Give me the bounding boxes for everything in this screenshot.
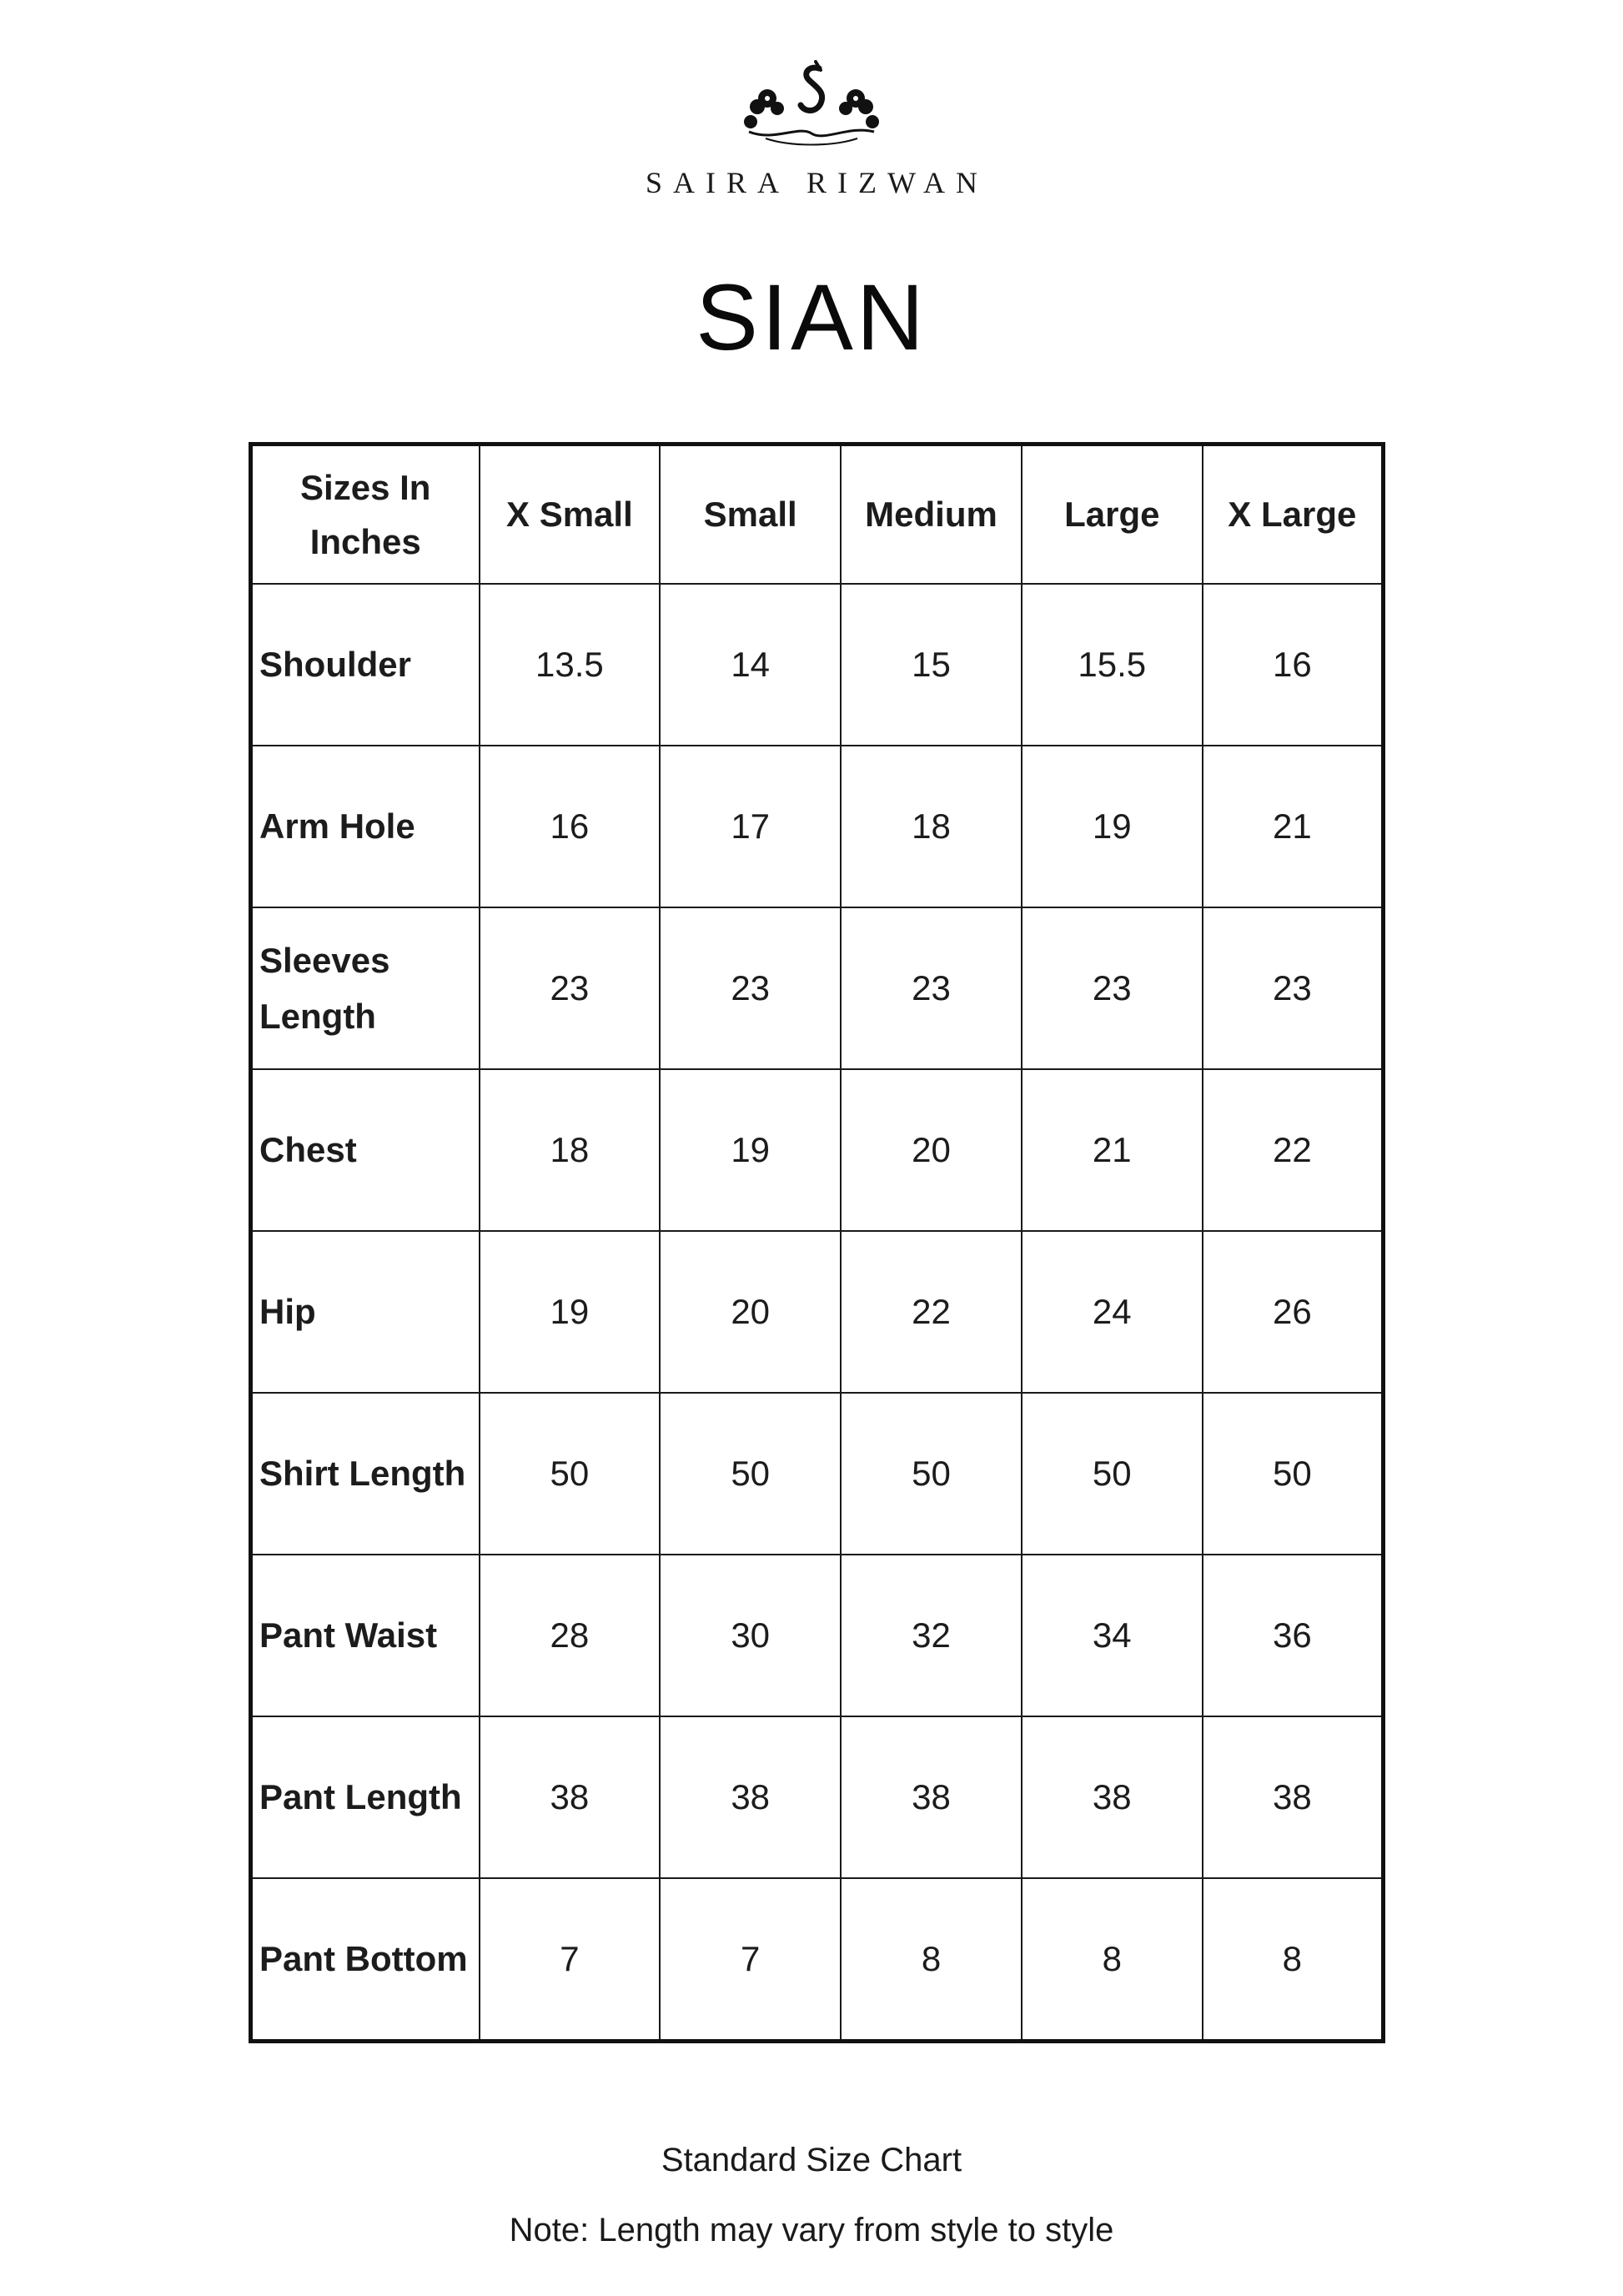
table-cell: 23: [660, 907, 841, 1069]
column-header: X Large: [1203, 445, 1384, 585]
table-cell: 15: [841, 584, 1022, 746]
table-row: [251, 1393, 1384, 1555]
table-cell: 17: [660, 746, 841, 907]
corner-header-line: Sizes In: [300, 467, 431, 507]
table-row: [251, 1069, 1384, 1231]
size-chart-table: [249, 442, 1385, 2043]
table-cell: 22: [1203, 1069, 1384, 1231]
table-cell: 50: [841, 1393, 1022, 1555]
column-header: Medium: [841, 445, 1022, 585]
column-header: Small: [660, 445, 841, 585]
table-cell: 36: [1203, 1555, 1384, 1716]
table-cell: 18: [841, 746, 1022, 907]
table-cell: 50: [1022, 1393, 1203, 1555]
table-cell: 28: [480, 1555, 661, 1716]
table-cell: 19: [1022, 746, 1203, 907]
table-cell: 38: [660, 1716, 841, 1878]
table-cell: 32: [841, 1555, 1022, 1716]
table-cell: 50: [480, 1393, 661, 1555]
table-row: [251, 746, 1384, 907]
table-cell: 38: [480, 1716, 661, 1878]
table-row: [251, 584, 1384, 746]
table-cell: 50: [1203, 1393, 1384, 1555]
row-label: Pant Bottom: [251, 1878, 480, 2042]
corner-header-line: Inches: [309, 522, 421, 561]
table-cell: 20: [841, 1069, 1022, 1231]
table-row: [251, 907, 1384, 1069]
table-cell: 38: [1203, 1716, 1384, 1878]
row-label: Hip: [251, 1231, 480, 1393]
page-title: SIAN: [696, 265, 927, 369]
table-row: [251, 1231, 1384, 1393]
row-label: Shoulder: [251, 584, 480, 746]
table-cell: 30: [660, 1555, 841, 1716]
column-header: Large: [1022, 445, 1203, 585]
table-cell: 16: [1203, 584, 1384, 746]
table-cell: 23: [480, 907, 661, 1069]
table-cell: 34: [1022, 1555, 1203, 1716]
table-cell: 24: [1022, 1231, 1203, 1393]
row-label: Arm Hole: [251, 746, 480, 907]
table-cell: 13.5: [480, 584, 661, 746]
table-cell: 8: [841, 1878, 1022, 2042]
table-cell: 18: [480, 1069, 661, 1231]
brand-name: SAIRA RIZWAN: [645, 166, 988, 199]
row-label: Pant Waist: [251, 1555, 480, 1716]
table-cell: 23: [841, 907, 1022, 1069]
column-header: X Small: [480, 445, 661, 585]
table-header-row: [251, 445, 1384, 585]
table-row: [251, 1555, 1384, 1716]
table-row: [251, 1878, 1384, 2042]
table-cell: 19: [480, 1231, 661, 1393]
table-cell: 20: [660, 1231, 841, 1393]
table-cell: 7: [480, 1878, 661, 2042]
table-cell: 23: [1022, 907, 1203, 1069]
floral-s-monogram-icon: [732, 58, 891, 150]
table-cell: 16: [480, 746, 661, 907]
row-label: Chest: [251, 1069, 480, 1231]
table-row: [251, 1716, 1384, 1878]
row-label: Shirt Length: [251, 1393, 480, 1555]
table-cell: 21: [1203, 746, 1384, 907]
table-cell: 15.5: [1022, 584, 1203, 746]
table-cell: 38: [841, 1716, 1022, 1878]
corner-header: [251, 445, 480, 585]
table-cell: 19: [660, 1069, 841, 1231]
table-cell: 38: [1022, 1716, 1203, 1878]
footer-caption: Standard Size Chart: [661, 2142, 962, 2178]
table-cell: 23: [1203, 907, 1384, 1069]
table-cell: 14: [660, 584, 841, 746]
row-label: Pant Length: [251, 1716, 480, 1878]
table-cell: 50: [660, 1393, 841, 1555]
table-cell: 8: [1203, 1878, 1384, 2042]
footer-note: Note: Length may vary from style to style: [509, 2212, 1114, 2248]
table-cell: 21: [1022, 1069, 1203, 1231]
row-label: Sleeves Length: [251, 907, 480, 1069]
table-cell: 7: [660, 1878, 841, 2042]
brand-logo: [0, 58, 1623, 200]
table-cell: 8: [1022, 1878, 1203, 2042]
table-cell: 26: [1203, 1231, 1384, 1393]
table-cell: 22: [841, 1231, 1022, 1393]
